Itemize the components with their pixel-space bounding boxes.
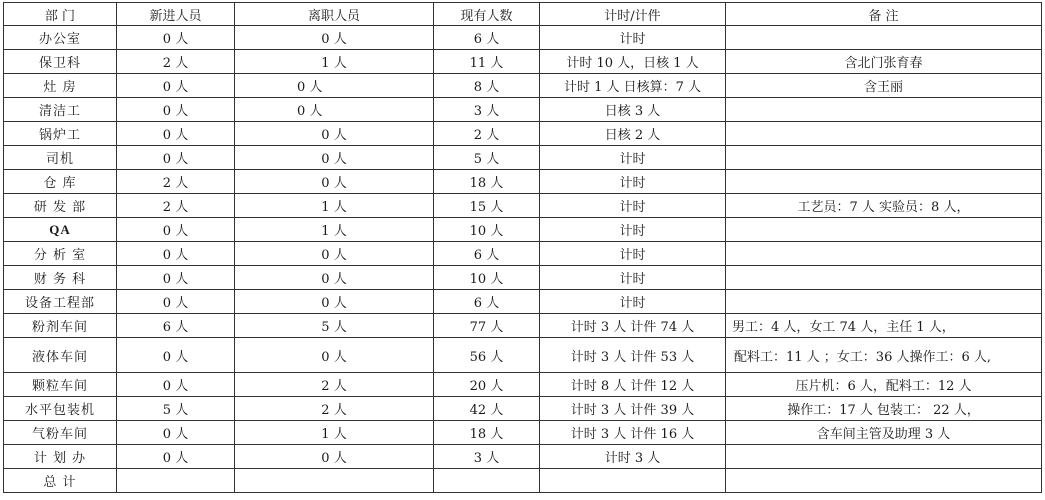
current-cell: 6 人 [434,242,540,266]
dept-cell: 气粉车间 [4,421,117,445]
pay-cell: 计时 3 人 计件 39 人 [540,397,726,421]
table-row [4,421,1042,445]
note-cell: 含北门张育春 [726,50,1042,74]
dept-cell: 办公室 [4,26,117,50]
current-cell: 77 人 [434,314,540,338]
current-cell: 56 人 [434,338,540,373]
note-cell: 男工：4 人，女工 74 人，主任 1 人， [726,314,1042,338]
dept-cell: 总 计 [4,469,117,493]
pay-cell: 计时 [540,242,726,266]
new-cell: 5 人 [117,397,235,421]
new-cell: 2 人 [117,50,235,74]
dept-cell: 锅炉工 [4,122,117,146]
pay-cell: 计时 [540,146,726,170]
dept-cell: 计 划 办 [4,445,117,469]
table-row [4,290,1042,314]
current-cell: 15 人 [434,194,540,218]
pay-cell: 计时 [540,290,726,314]
dept-cell: 分 析 室 [4,242,117,266]
dept-cell: 液体车间 [4,338,117,373]
table-row [4,50,1042,74]
left-cell: 0 人 [235,146,434,170]
header-new: 新进人员 [117,3,235,26]
left-cell: 1 人 [235,421,434,445]
dept-cell: 研 发 部 [4,194,117,218]
current-cell: 3 人 [434,98,540,122]
left-cell: 1 人 [235,218,434,242]
pay-cell: 计时 3 人 计件 74 人 [540,314,726,338]
left-cell: 1 人 [235,50,434,74]
new-cell: 0 人 [117,338,235,373]
current-cell: 8 人 [434,74,540,98]
new-cell: 0 人 [117,242,235,266]
dept-cell: 仓 库 [4,170,117,194]
table-row [4,314,1042,338]
note-cell: 压片机：6 人，配料工：12 人 [726,373,1042,397]
new-cell: 0 人 [117,266,235,290]
left-cell [235,469,434,493]
header-row [4,3,1042,26]
current-cell: 2 人 [434,122,540,146]
new-cell: 0 人 [117,421,235,445]
staff-table [3,2,1042,493]
table-row [4,146,1042,170]
table-row [4,266,1042,290]
dept-cell: 粉剂车间 [4,314,117,338]
pay-cell: 计时 [540,194,726,218]
pay-cell: 计时 3 人 计件 53 人 [540,338,726,373]
dept-cell: 灶 房 [4,74,117,98]
note-cell [726,266,1042,290]
pay-cell: 日核 2 人 [540,122,726,146]
table-row [4,170,1042,194]
left-cell: 2 人 [235,397,434,421]
current-cell: 6 人 [434,26,540,50]
dept-cell: 设备工程部 [4,290,117,314]
left-cell: 0 人 [235,122,434,146]
header-left: 离职人员 [235,3,434,26]
table-row [4,445,1042,469]
current-cell [434,469,540,493]
new-cell: 0 人 [117,373,235,397]
table-row [4,194,1042,218]
note-cell [726,469,1042,493]
table-row [4,338,1042,373]
current-cell: 18 人 [434,421,540,445]
note-cell [726,242,1042,266]
left-cell: 0 人 [235,338,434,373]
header-pay: 计时/计件 [540,3,726,26]
table-row [4,469,1042,493]
note-cell [726,98,1042,122]
new-cell: 0 人 [117,146,235,170]
table-row [4,98,1042,122]
note-cell [726,122,1042,146]
current-cell: 6 人 [434,290,540,314]
left-cell: 5 人 [235,314,434,338]
note-cell [726,445,1042,469]
new-cell: 0 人 [117,122,235,146]
table-row [4,397,1042,421]
new-cell: 0 人 [117,74,235,98]
table-row [4,74,1042,98]
dept-cell: QA [4,218,117,242]
pay-cell: 计时 3 人 计件 16 人 [540,421,726,445]
left-cell: 0 人 [235,445,434,469]
left-cell: 0 人 [235,26,434,50]
pay-cell: 计时 10 人，日核 1 人 [540,50,726,74]
header-note: 备 注 [726,3,1042,26]
current-cell: 20 人 [434,373,540,397]
table-row [4,373,1042,397]
new-cell [117,469,235,493]
pay-cell [540,469,726,493]
header-dept: 部 门 [4,3,117,26]
note-cell [726,170,1042,194]
left-cell: 0 人 [235,98,434,122]
left-cell: 0 人 [235,266,434,290]
current-cell: 10 人 [434,218,540,242]
pay-cell: 计时 [540,218,726,242]
new-cell: 2 人 [117,170,235,194]
dept-cell: 保卫科 [4,50,117,74]
table-row [4,242,1042,266]
dept-cell: 水平包装机 [4,397,117,421]
left-cell: 0 人 [235,242,434,266]
pay-cell: 计时 [540,170,726,194]
note-cell: 配料工：11 人 ；女工：36 人操作工：6 人, [726,338,1042,373]
note-cell [726,290,1042,314]
new-cell: 2 人 [117,194,235,218]
current-cell: 42 人 [434,397,540,421]
dept-cell: 财 务 科 [4,266,117,290]
dept-cell: 清洁工 [4,98,117,122]
current-cell: 3 人 [434,445,540,469]
note-cell [726,146,1042,170]
current-cell: 10 人 [434,266,540,290]
pay-cell: 计时 1 人 日核算：7 人 [540,74,726,98]
pay-cell: 日核 3 人 [540,98,726,122]
new-cell: 0 人 [117,98,235,122]
pay-cell: 计时 8 人 计件 12 人 [540,373,726,397]
pay-cell: 计时 3 人 [540,445,726,469]
note-cell [726,218,1042,242]
new-cell: 6 人 [117,314,235,338]
table-row [4,218,1042,242]
new-cell: 0 人 [117,290,235,314]
table-row [4,122,1042,146]
pay-cell: 计时 [540,266,726,290]
left-cell: 0 人 [235,170,434,194]
note-cell: 工艺员：7 人 实验员：8 人， [726,194,1042,218]
left-cell: 0 人 [235,74,434,98]
new-cell: 0 人 [117,26,235,50]
current-cell: 5 人 [434,146,540,170]
pay-cell: 计时 [540,26,726,50]
dept-cell: 司机 [4,146,117,170]
left-cell: 0 人 [235,290,434,314]
note-cell: 操作工：17 人 包装工： 22 人， [726,397,1042,421]
left-cell: 2 人 [235,373,434,397]
new-cell: 0 人 [117,445,235,469]
note-cell [726,26,1042,50]
current-cell: 11 人 [434,50,540,74]
header-current: 现有人数 [434,3,540,26]
note-cell: 含车间主管及助理 3 人 [726,421,1042,445]
current-cell: 18 人 [434,170,540,194]
left-cell: 1 人 [235,194,434,218]
note-cell: 含王丽 [726,74,1042,98]
table-row [4,26,1042,50]
dept-cell: 颗粒车间 [4,373,117,397]
new-cell: 0 人 [117,218,235,242]
